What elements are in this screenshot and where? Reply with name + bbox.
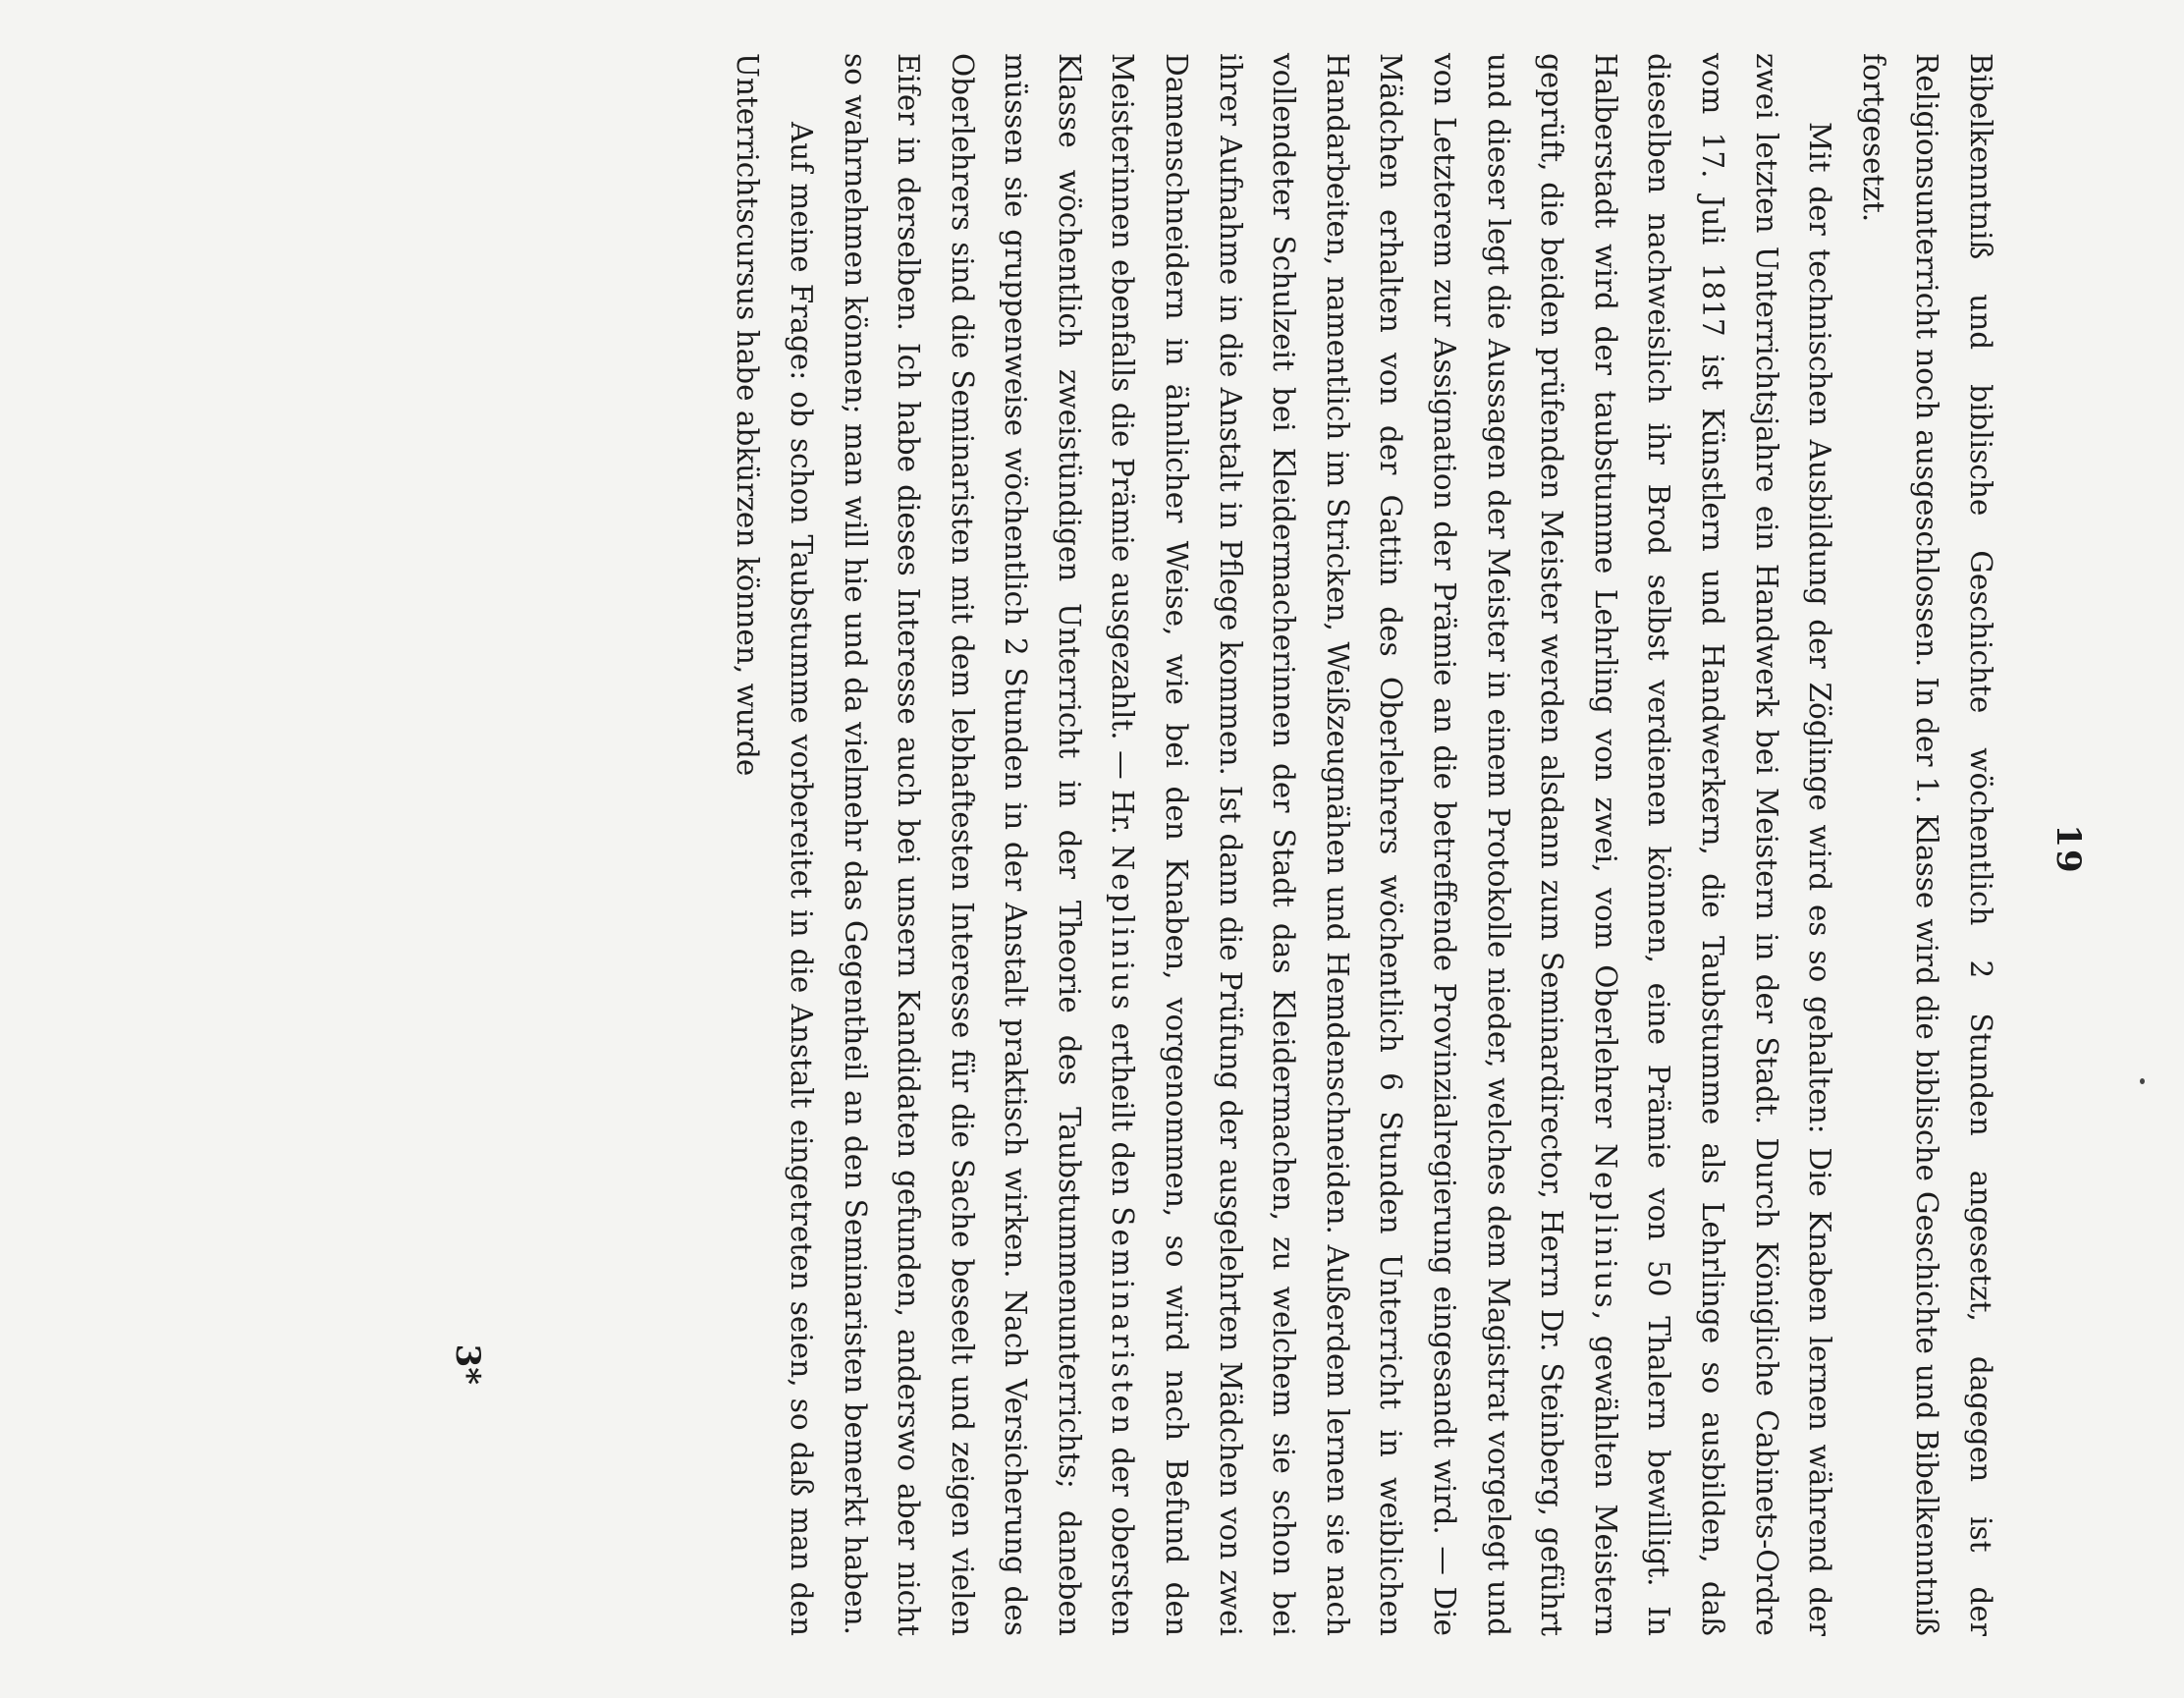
- spaced-term: Seminaristen: [1106, 1206, 1140, 1437]
- paragraph-text: Mit der technischen Ausbildung der Zöglinge wird es so gehalten: Die Knaben lernen während der zwei letzten Unterrichtsjahre ein Handwerk bei Meistern in der Stadt. Durch Königliche Cabinets-Ordre vom 17. Juli 1817 ist Künstlern und Handwerkern, die Taubstumme als Lehrlinge so ausbilden, daß dieselben nachweislich ihr Brod selbst verdienen können, eine Prämie von 50 Thalern bewilligt. In Halberstadt wird der taubstumme Lehrling von zwei, vom Oberlehrer: [1588, 53, 1837, 1636]
- paragraph-text: der obersten Klasse wöchentlich zweistündigen Unterricht in der Theorie des Taubstummenunterrichts; daneben müssen sie gruppenweise wöchentlich 2 Stunden in der Anstalt praktisch wirken. Nach Versicherung des Oberlehrers sind die Seminaristen mit dem lebhaftesten Interesse für die Sache beseelt und zeigen vielen Eifer in derselben. Ich habe dieses Interesse auch bei unsern Kandidaten gefunden, anderswo aber nicht so wahrnehmen können; man will hie und da vielmehr das Gegentheil an den Seminaristen bemerkt haben.: [838, 53, 1140, 1636]
- scan-speck: [2140, 1078, 2145, 1084]
- paragraph-question: [721, 53, 828, 1636]
- page-number: 19: [2048, 824, 2088, 875]
- paragraph-technical-training: [828, 53, 1846, 1636]
- paragraph-text: Auf meine Frage: ob schon Taubstumme vorbereitet in die Anstalt eingetreten seien, so daß man den Unterrichtscursus habe abkürzen können, wurde: [731, 53, 818, 1636]
- signature-mark: 3*: [448, 1343, 487, 1385]
- paragraph-text: ertheilt den: [1106, 1022, 1140, 1196]
- paragraph-text: , gewählten Meistern geprüft, die beiden prüfenden Meister werden alsdann zum Seminardirector, Herrn Dr. Steinberg, geführt und dieser legt die Aussagen der Meister in einem Protokolle nieder, welches dem Magistrat vorgelegt und von Letzterem zur Assignation der Prämie an die betreffende Provinzialregierung eingesandt wird. — Die Mädchen erhalten von der Gattin des Oberlehrers wöchentlich 6 Stunden Unterricht in weiblichen Handarbeiten, namentlich im Stricken, Weißzeugnähen und Hemdenschneiden. Außerdem lernen sie nach vollendeter Schulzeit bei Kleidermacherinnen der Stadt das Kleidermachen, zu welchem sie schon bei ihrer Aufnahme in die Anstalt in Pflege kommen. Ist dann die Prüfung der ausgelehrten Mädchen von zwei Damenschneidern in ähnlicher Weise, wie bei den Knaben, vorgenommen, so wird nach Befund den Meisterinnen ebenfalls die Prämie ausgezahlt. — Hr.: [1106, 53, 1622, 1636]
- rotated-book-page: [409, 39, 2145, 1660]
- paragraph-religious-instruction: [1846, 53, 2007, 1636]
- paragraph-text: Bibelkenntniß und biblische Geschichte wöchentlich 2 Stunden angesetzt, dagegen ist der Religionsunterricht noch ausgeschlossen. In der 1. Klasse wird die biblische Geschichte und Bibelkenntniß fortgesetzt.: [1856, 53, 1997, 1636]
- spaced-name: Neplinius: [1588, 1143, 1622, 1311]
- spaced-name: Neplinius: [1106, 845, 1140, 1013]
- page-body: [721, 53, 2007, 1636]
